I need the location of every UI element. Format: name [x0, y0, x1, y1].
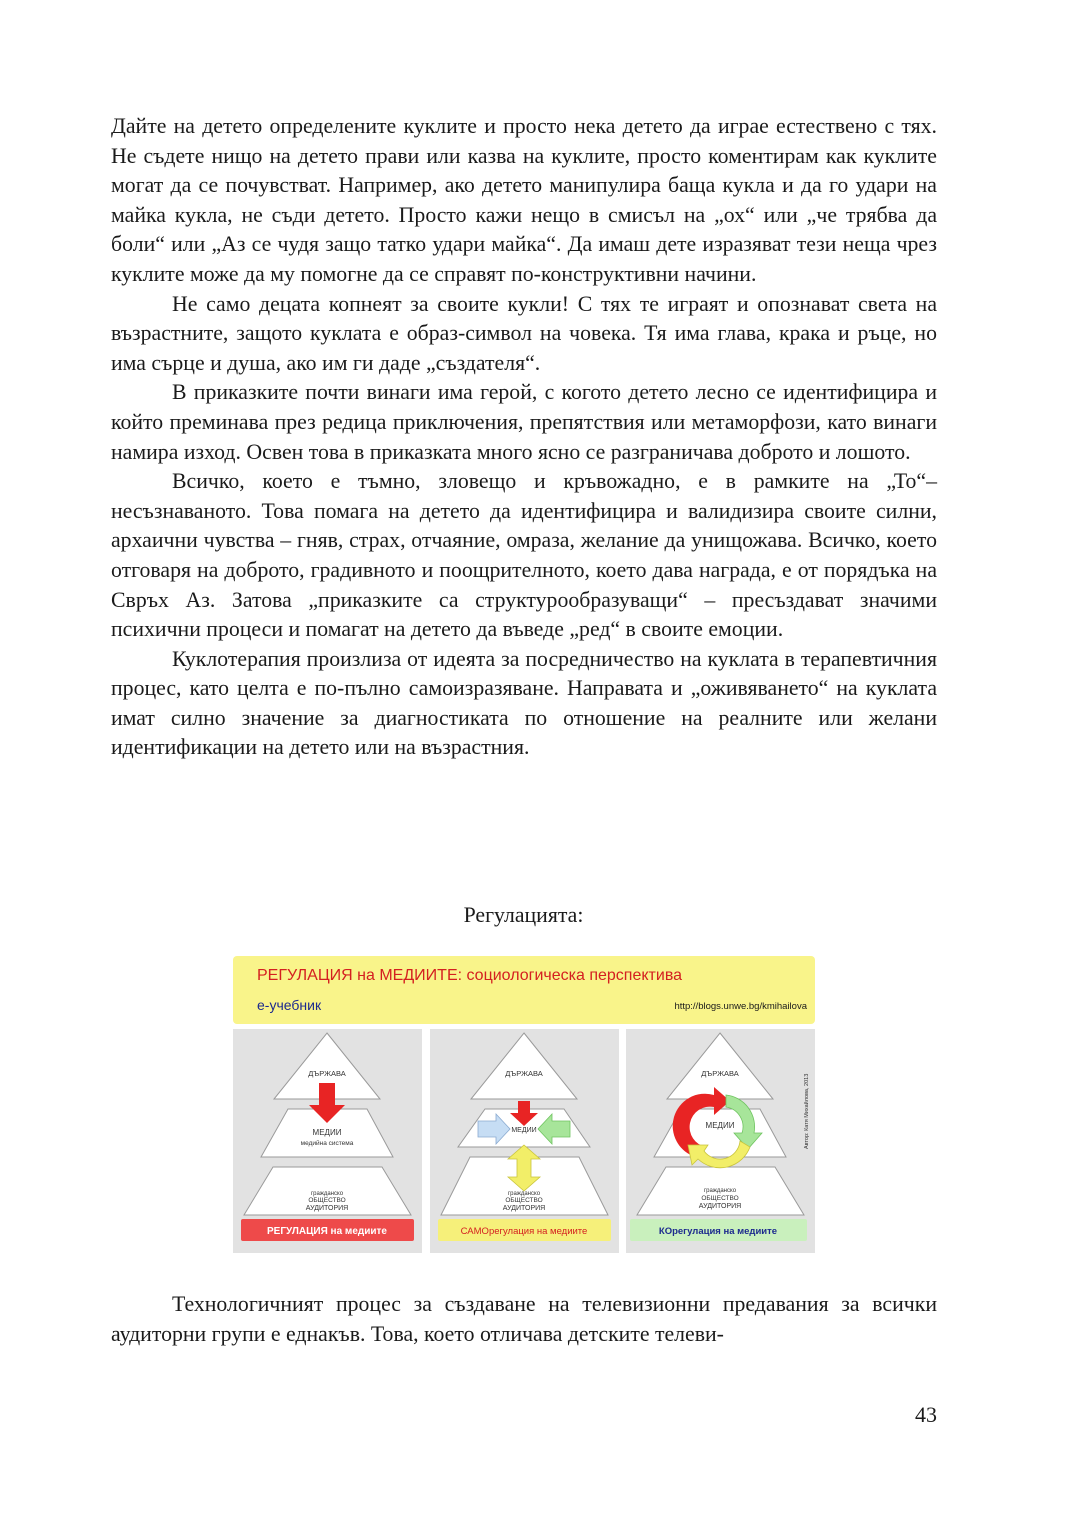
- panel-co-regulation: [626, 1029, 815, 1253]
- figure-title: РЕГУЛАЦИЯ на МЕДИИТЕ: социологическа перспектива: [257, 967, 683, 984]
- state-label: ДЪРЖАВА: [505, 1069, 543, 1078]
- media-label: МЕДИИ: [511, 1127, 537, 1134]
- society-label: ОБЩЕСТВО: [505, 1197, 543, 1204]
- paragraph-1: Дайте на детето определените куклите и просто нека детето да играе естествено с тях. Не съдете нищо на детето прави или казва на куклите, просто коментирам как куклите могат да се почувстват. Например, ако детето манипулира баща кукла и да го удари на майка кукла, не съди детето. Просто кажи нещо в смисъл на „ох“ или „че трябва да боли“ или „Аз се чудя защо татко удари майка“. Да имаш дете изразяват тези неща чрез куклите може да му помогне да се справят по-конструктивни начини.: [111, 114, 937, 286]
- civil-label: гражданско: [507, 1191, 541, 1197]
- paragraph-6: Технологичният процес за създаване на телевизионни предавания за всички аудиторни групи е еднакъв. Това, което отличава детските телеви-: [111, 1292, 937, 1346]
- media-label: МЕДИИ: [312, 1128, 342, 1137]
- figure-subtitle: е-учебник: [257, 997, 322, 1013]
- state-label: ДЪРЖАВА: [308, 1069, 346, 1078]
- paragraph-3: В приказките почти винаги има герой, с когото детето лесно се идентифицира и който преминава през редица приключения, препятствия или метаморфози, като винаги намира изход. Освен това в приказката много ясно се разграничава доброто и лошото.: [111, 380, 937, 464]
- society-label: ОБЩЕСТВО: [308, 1197, 346, 1204]
- body-text: [111, 112, 937, 763]
- civil-label: гражданско: [310, 1191, 344, 1197]
- paragraph-4: Всичко, което е тъмно, зловещо и кръвожадно, е в рамките на „То“– несъзнаваното. Това помага на детето да идентифицира и валидизира своите силни, архаични чувства – гняв, страх, отчаяние, омраза, желание да унищожава. Всичко, което отговаря на доброто, градивното и поощрителното, което дава награда, е от порядъка на Свръх Аз. Затова „приказките са структурообразуващи“ – пресъздават значими психични процеси и помагат на детето да въведе „ред“ в своите емоции.: [111, 469, 937, 642]
- figure-caption: Регулацията:: [463, 903, 584, 927]
- page-number: 43: [915, 1402, 937, 1427]
- civil-label: гражданско: [703, 1188, 737, 1194]
- paragraph-5: Куклотерапия произлиза от идеята за посредничество на куклата в терапевтичния процес, като целта е по-пълно самоизразяване. Направата и „оживяването“ на куклата имат силно значение за диагностиката по отношение на реалните или желани идентификации на детето или на възрастния.: [111, 646, 937, 760]
- bottom-text: [111, 1290, 937, 1349]
- panel-label: САМОрегулация на медиите: [460, 1226, 588, 1237]
- panel-regulation: [233, 1029, 422, 1253]
- audience-label: АУДИТОРИЯ: [502, 1205, 546, 1212]
- author-note: Автор: Катя Михайлова, 2013: [804, 1073, 810, 1149]
- figure-url: http://blogs.unwe.bg/kmihailova: [674, 1001, 807, 1012]
- media-system-label: медийна система: [300, 1140, 354, 1147]
- panel-label: КОрегулация на медиите: [658, 1226, 778, 1237]
- paragraph-2: Не само децата копнеят за своите кукли! С тях те играят и опознават света на възрастните, защото куклата е образ-символ на човека. Тя има глава, крака и ръце, но има сърце и душа, ако им ги даде „създателя“.: [111, 291, 937, 375]
- audience-label: АУДИТОРИЯ: [698, 1203, 742, 1210]
- audience-label: АУДИТОРИЯ: [305, 1205, 349, 1212]
- panel-label: РЕГУЛАЦИЯ на медиите: [267, 1226, 387, 1237]
- regulation-figure: [233, 956, 815, 1254]
- figure-header: [233, 956, 815, 1024]
- panel-self-regulation: [430, 1029, 619, 1253]
- media-label: МЕДИИ: [705, 1121, 735, 1130]
- state-label: ДЪРЖАВА: [701, 1069, 739, 1078]
- society-label: ОБЩЕСТВО: [701, 1195, 739, 1202]
